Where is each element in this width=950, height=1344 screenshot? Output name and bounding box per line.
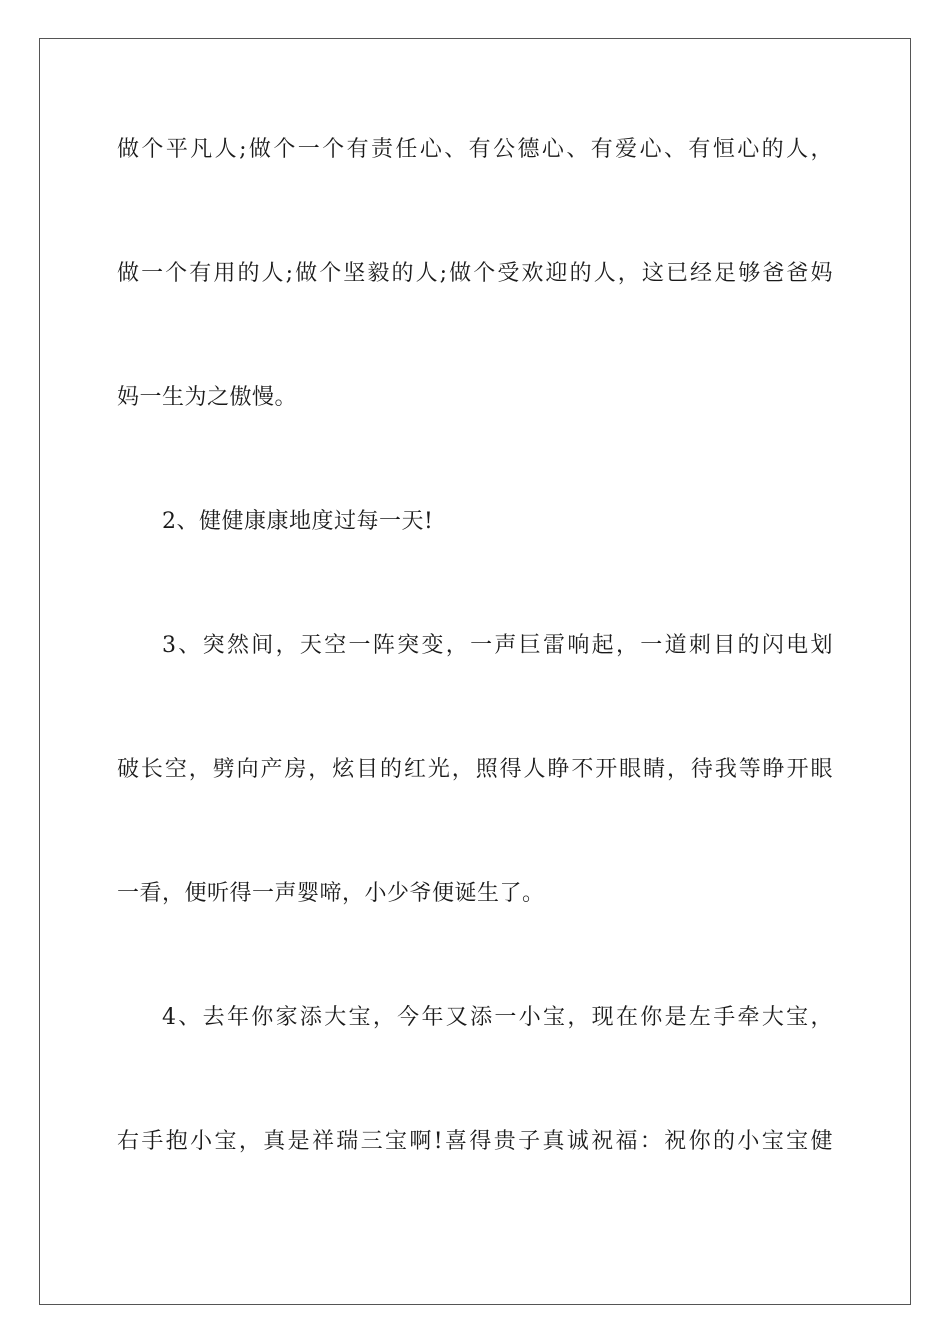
text-line-2: 做一个有用的人;做个坚毅的人;做个受欢迎的人，这已经足够爸爸妈 bbox=[117, 261, 833, 286]
text-line-9: 右手抱小宝，真是祥瑞三宝啊!喜得贵子真诚祝福：祝你的小宝宝健 bbox=[117, 1129, 833, 1154]
text-line-4: 2、健健康康地度过每一天! bbox=[162, 509, 434, 534]
text-line-8: 4、去年你家添大宝，今年又添一小宝，现在你是左手牵大宝， bbox=[162, 1005, 833, 1030]
text-line-3: 妈一生为之傲慢。 bbox=[117, 385, 298, 410]
text-line-7: 一看，便听得一声婴啼，小少爷便诞生了。 bbox=[117, 881, 545, 906]
text-line-6: 破长空，劈向产房，炫目的红光，照得人睁不开眼睛，待我等睁开眼 bbox=[117, 757, 833, 782]
text-line-5: 3、突然间，天空一阵突变，一声巨雷响起，一道刺目的闪电划 bbox=[162, 633, 833, 658]
page-frame bbox=[39, 38, 911, 1305]
text-line-1: 做个平凡人;做个一个有责任心、有公德心、有爱心、有恒心的人， bbox=[117, 137, 833, 162]
